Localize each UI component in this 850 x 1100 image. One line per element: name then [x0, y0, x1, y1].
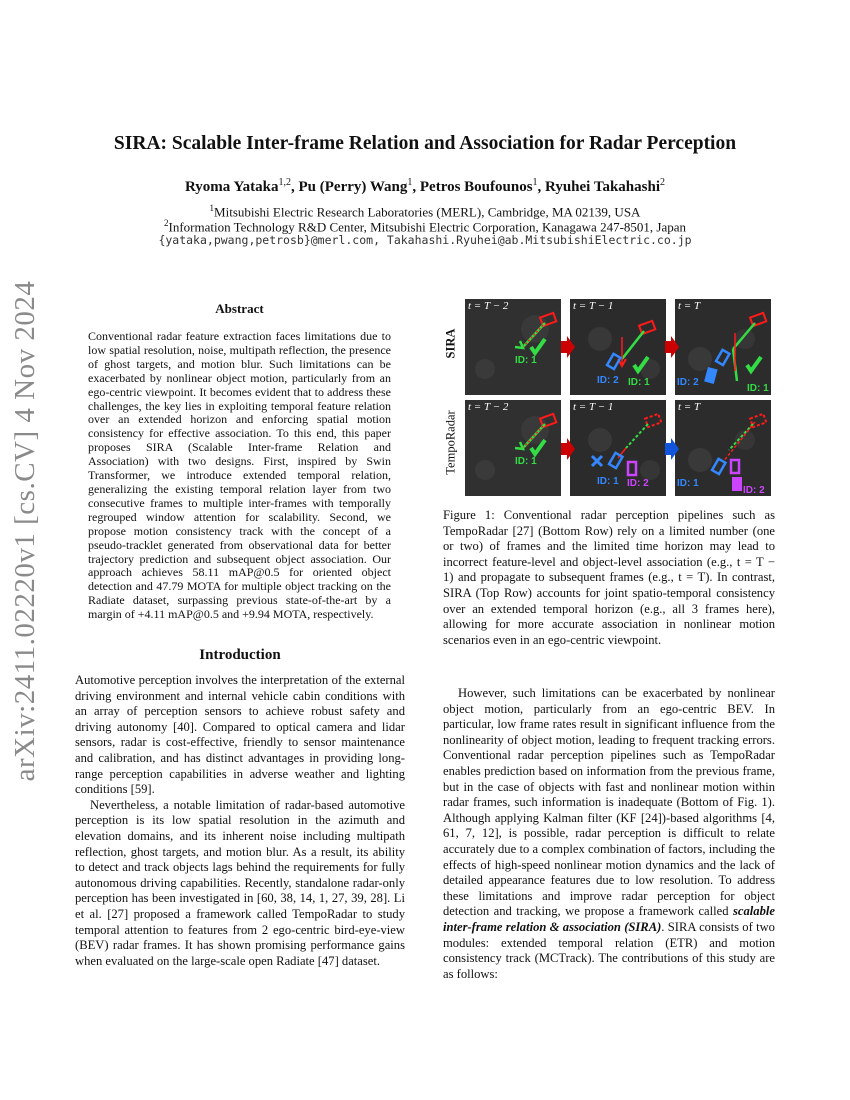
paragraph	[443, 686, 775, 982]
author-name: Ryuhei Takahashi	[545, 179, 660, 195]
svg-text:ID: 2: ID: 2	[677, 377, 699, 388]
radar-scene	[675, 299, 771, 395]
time-label: t = T	[678, 300, 701, 312]
svg-text:ID: 1: ID: 1	[515, 355, 537, 366]
arrow-right-icon	[561, 438, 575, 460]
author-name: Ryoma Yataka	[184, 179, 279, 195]
time-label: t = T − 2	[468, 401, 509, 413]
svg-text:ID: 1: ID: 1	[515, 456, 537, 467]
radar-scene	[465, 299, 561, 395]
affiliation-sup: 1	[209, 203, 215, 213]
introduction-body	[75, 673, 405, 969]
affiliation-text: Information Technology R&D Center, Mitsubishi Electric Corporation, Kanagawa 247-8501, Japan	[168, 219, 686, 235]
svg-text:ID: 2: ID: 2	[627, 478, 649, 489]
author-emails: {yataka,pwang,petrosb}@merl.com, Takahashi.Ryuhei@ab.MitsubishiElectric.co.jp	[158, 233, 692, 247]
arxiv-stamp: arXiv:2411.02220v1 [cs.CV] 4 Nov 2024	[9, 280, 41, 782]
emphasis-text: scalable inter-frame relation & association (SIRA)	[443, 904, 775, 934]
author-name: Petros Boufounos	[419, 179, 533, 195]
radar-panel-temporadar-t	[675, 400, 771, 496]
row-label-sira: SIRA	[443, 328, 458, 359]
svg-text:ID: 2: ID: 2	[597, 375, 619, 386]
arrow-right-icon	[665, 438, 679, 460]
svg-text:ID: 1: ID: 1	[677, 478, 699, 489]
radar-panel-sira-t-1	[570, 299, 666, 395]
radar-scene	[465, 400, 561, 496]
radar-scene	[675, 400, 771, 496]
abstract-text: Conventional radar feature extraction faces limitations due to low spatial resolution, noise, multipath reflection, the presence of ghost targets, and motion blur. Such limitations can be exacerbated by nonlinear object motion, particularly from an ego-centric viewpoint. It becomes evident that to address these challenges, the key lies in exploiting temporal feature relation over an extended horizon and enforcing spatial motion consistency for effective association. To this end, this paper proposes SIRA (Scalable Inter-frame Relation and Association) with two designs. First, inspired by Swin Transformer, we introduce extended temporal relation, generalizing the existing temporal relation layer from two consecutive frames to multiple inter-frames with temporally regrouped window attention for scalability. Second, we propose motion consistency track with the concept of a pseudo-tracklet generated from observational data for better trajectory prediction and subsequent object association. Our approach achieves 58.11 mAP@0.5 for oriented object detection and 47.79 MOTA for multiple object tracking on the Radiate dataset, surpassing previous state-of-the-art by a margin of +4.11 mAP@0.5 and +9.94 MOTA, respectively.	[88, 329, 391, 622]
svg-text:ID: 2: ID: 2	[743, 485, 765, 496]
abstract-heading: Abstract	[215, 301, 264, 316]
paragraph: Nevertheless, a notable limitation of radar-based automotive perception is its low spatial resolution in the azimuth and elevation domains, and its inherent noise including multipath reflection, ghost targets, and motion blur. As a result, its ability to detect and track objects lags behind the requirements for fully autonomous driving capabilities. Recently, standalone radar-only perception has been investigated in [60, 38, 14, 1, 27, 39, 28]. Li et al. [27] proposed a framework called TempoRadar to study temporal attention to features from 2 ego-centric bird-eye-view (BEV) radar frames. It has shown promising performance gains when evaluated on the large-scale open Radiate [47] dataset.	[75, 797, 405, 968]
author-list: Ryoma Yataka$^{1,2}$, Pu (Perry) Wang$^1$, Petros Boufounos$^1$, Ryuhei Takahashi$^2$	[184, 177, 665, 195]
figure-caption: Figure 1: Conventional radar perception pipelines such as TempoRadar [27] (Bottom Row) rely on a limited number (one or two) of frames and the limited time horizon may lead to incorrect feature-level and object-level association (e.g., t = T − 1) and propagate to subsequent frames (e.g., t = T). In contrast, SIRA (Top Row) accounts for joint spatio-temporal consistency over an extended temporal horizon (e.g., all 3 frames here), allowing for more accurate association in nonlinear motion scenarios even in an ego-centric viewpoint.	[443, 508, 775, 647]
paragraph-text: . SIRA consists of two modules: extended temporal relation (ETR) and motion consistency track (MCTrack). The contributions of this study are as follows:	[443, 919, 775, 981]
time-label: t = T − 1	[573, 401, 614, 413]
time-label: t = T − 1	[573, 300, 614, 312]
radar-panel-temporadar-t-2	[465, 400, 561, 496]
author-affil: 1,2	[278, 177, 291, 188]
author-affil: 1	[407, 177, 413, 188]
author-affil: 1	[532, 177, 538, 188]
introduction-heading: Introduction	[199, 647, 281, 663]
author-affil: 2	[660, 177, 665, 188]
radar-scene	[570, 299, 666, 395]
paragraph-text: However, such limitations can be exacerbated by nonlinear object motion, particularly from an ego-centric BEV. In particular, low frame rates result in significant influence from the nonlinearity of object motion, leading to frequent tracking errors. Conventional radar perception pipelines such as TempoRadar enables prediction based on information from the previous frame, but in the case of objects with fast and nonlinear motion within radar frames, such information is inadequate (Bottom of Fig. 1). Although applying Kalman filter (KF [24])-based algorithms [4, 61, 7, 12], is possible, radar perception is difficult to relate accurately due to a complex combination of factors, including the effects of high-speed nonlinear motion dynamics and the lack of detailed appearance features due to low resolution. To address these limitations and improve radar perception for object detection and tracking, we propose a framework called	[443, 686, 775, 919]
svg-text:ID: 1: ID: 1	[597, 476, 619, 487]
time-label: t = T	[678, 401, 701, 413]
time-label: t = T − 2	[468, 300, 509, 312]
paper-title: SIRA: Scalable Inter-frame Relation and Association for Radar Perception	[113, 133, 737, 154]
right-column-body	[443, 686, 775, 982]
author-name: Pu (Perry) Wang	[298, 179, 408, 195]
affiliation-text: Mitsubishi Electric Research Laboratories (MERL), Cambridge, MA 02139, USA	[214, 204, 641, 220]
affiliation-sup: 2	[164, 218, 169, 228]
paragraph: Automotive perception involves the interpretation of the external driving environment and internal vehicle cabin conditions with an array of perception sensors to achieve robust safety and driving autonomy [40]. Compared to optical camera and lidar sensors, radar is cost-effective, friendly to sensor maintenance and calibration, and has distinct advantages in providing long-range perception capabilities in adverse weather and lighting conditions [59].	[75, 673, 405, 797]
radar-panel-sira-t	[675, 299, 771, 395]
radar-panel-temporadar-t-1	[570, 400, 666, 496]
row-label-temporadar: TempoRadar	[443, 410, 458, 475]
arrow-right-icon	[665, 336, 679, 358]
svg-text:ID: 1: ID: 1	[747, 383, 769, 394]
arrow-right-icon	[561, 336, 575, 358]
figure-1	[443, 296, 775, 498]
radar-panel-sira-t-2	[465, 299, 561, 395]
radar-scene	[570, 400, 666, 496]
svg-text:ID: 1: ID: 1	[628, 377, 650, 388]
